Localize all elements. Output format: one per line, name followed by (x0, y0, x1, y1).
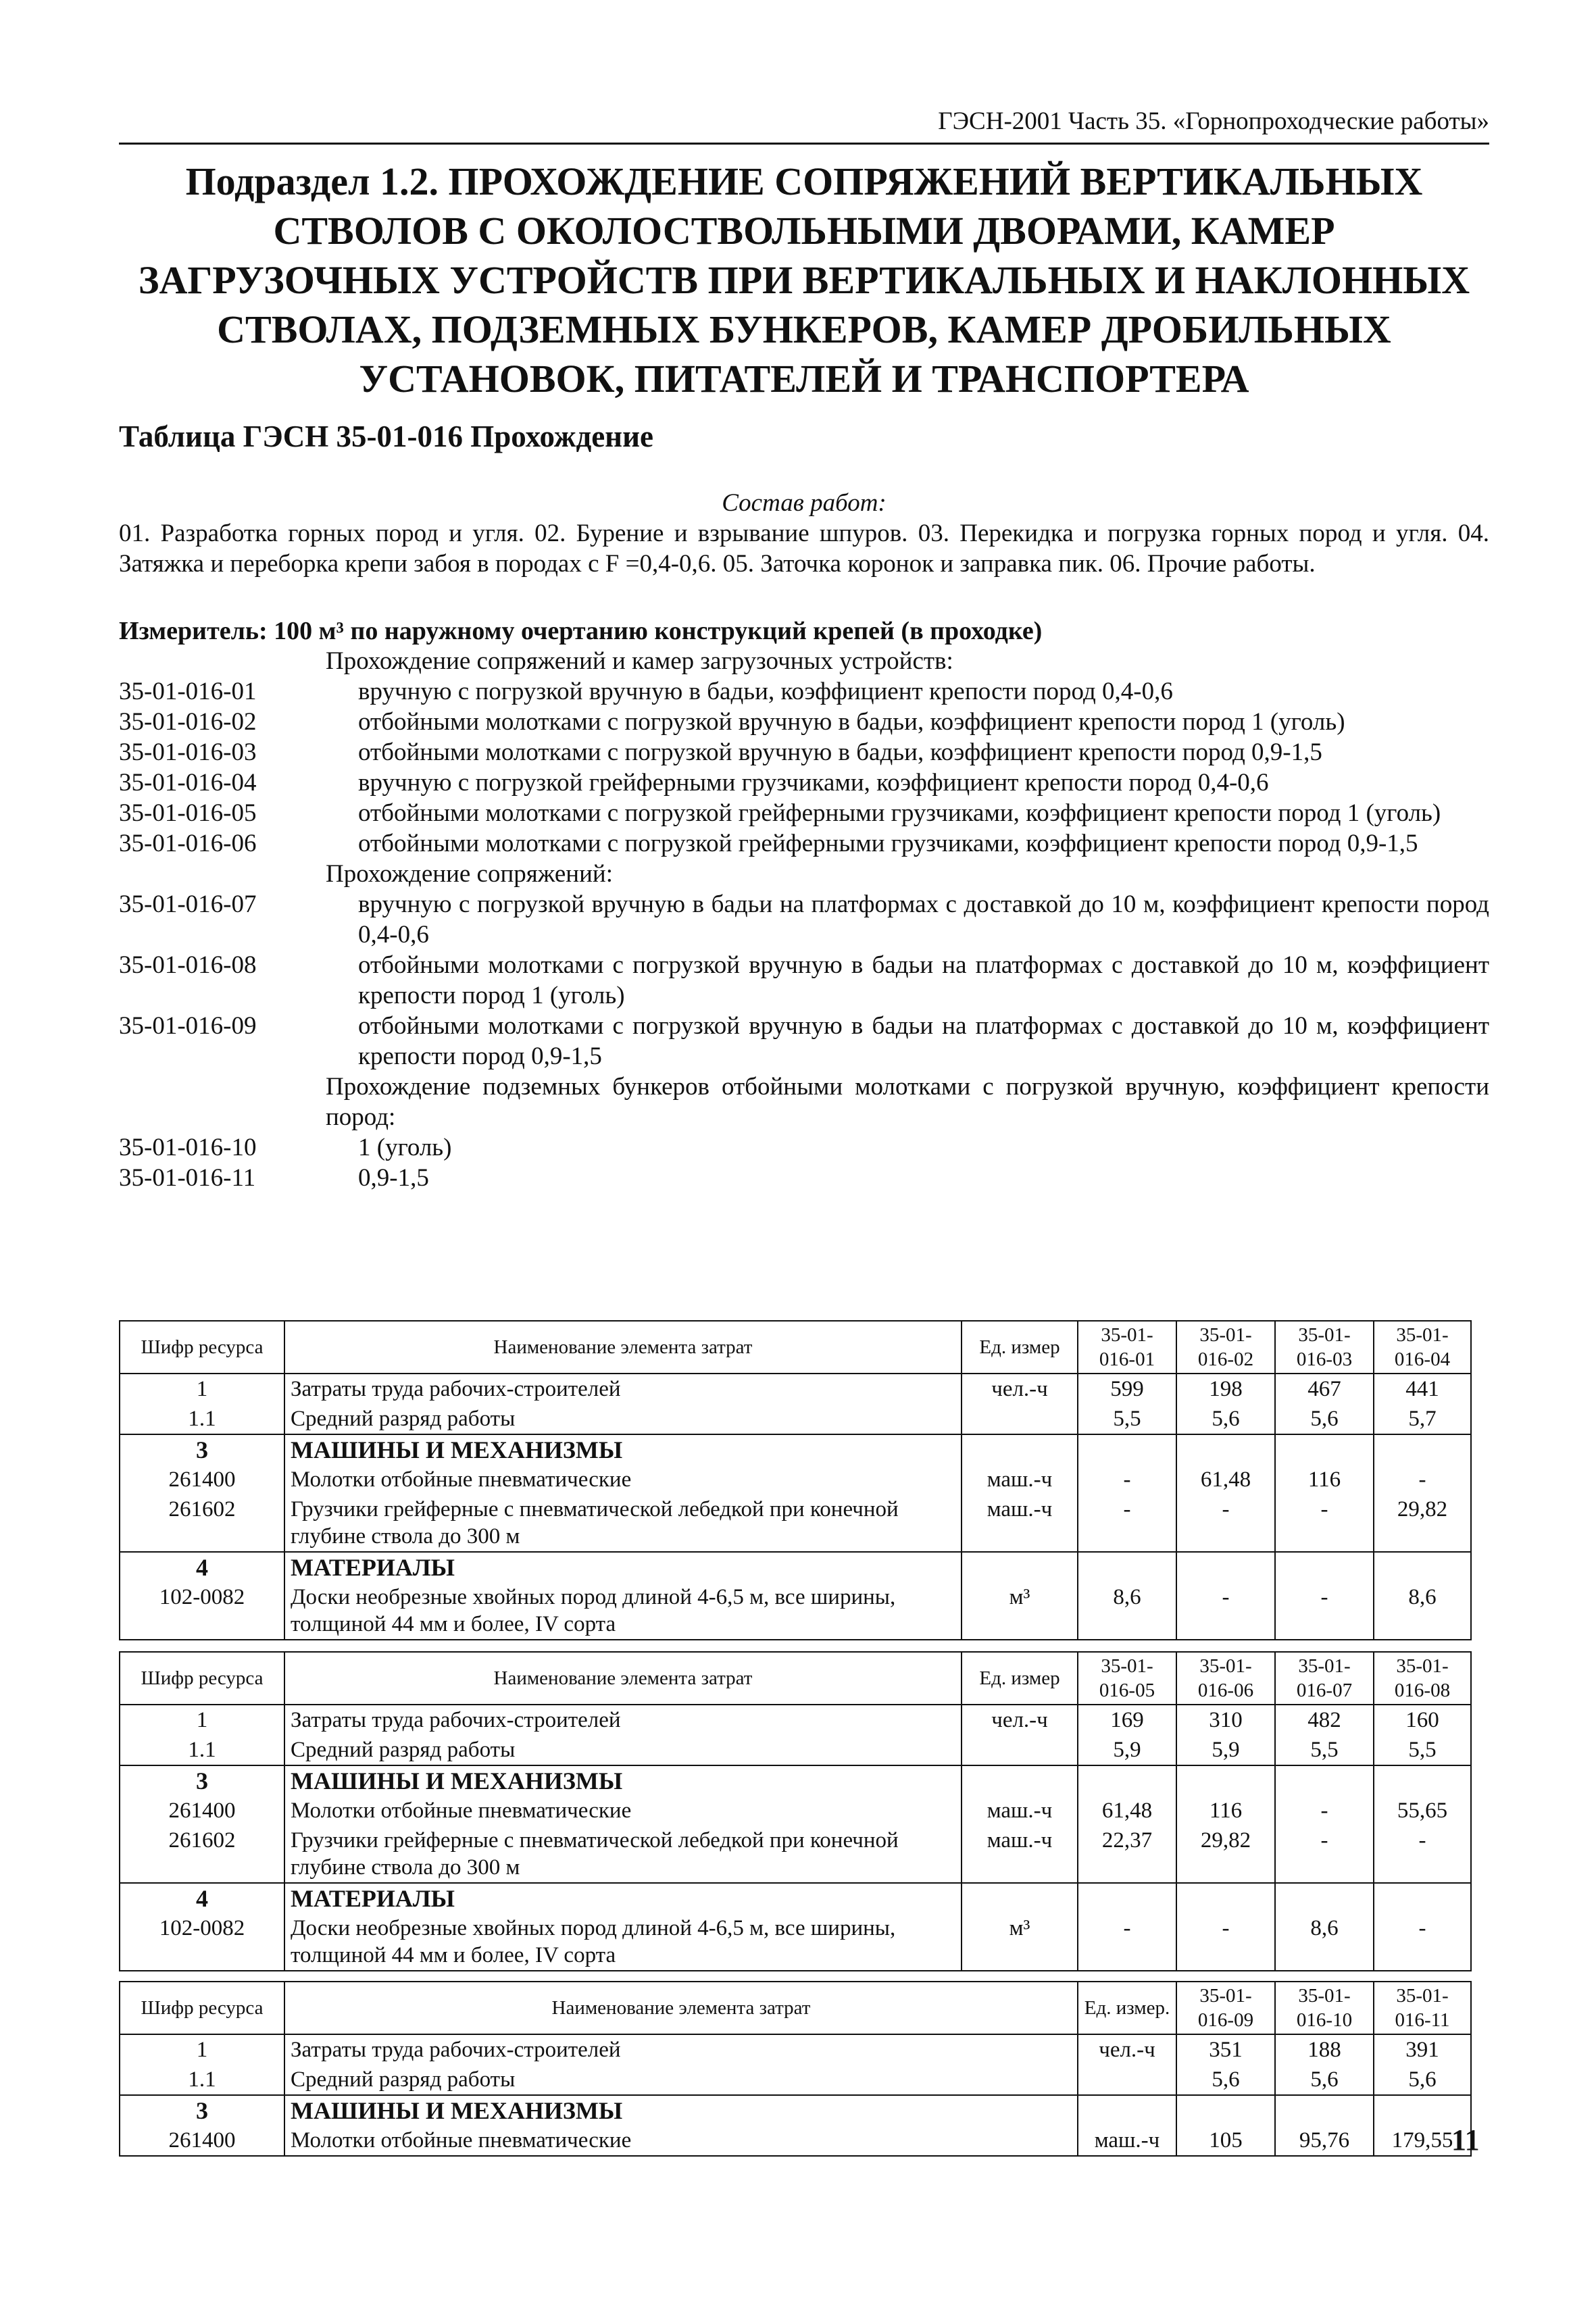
table-row (120, 1735, 1471, 1765)
cell-value: 160 (1374, 1705, 1471, 1735)
table-row (120, 2126, 1471, 2156)
norm-description: 0,9-1,5 (358, 1164, 429, 1192)
cell-cipher: 261400 (120, 2126, 284, 2156)
cell-value: 482 (1275, 1705, 1374, 1735)
title-line: Подраздел 1.2. ПРОХОЖДЕНИЕ СОПРЯЖЕНИЙ ВЕРТИКАЛЬНЫХ (185, 159, 1423, 203)
cell-value (1176, 2095, 1275, 2126)
header-code: 35-01-016-04 (1374, 1321, 1471, 1374)
cell-value (1078, 1883, 1176, 1913)
measure-value: 100 м³ по наружному очертанию конструкций крепей (в проходке) (274, 617, 1043, 645)
header-name: Наименование элемента затрат (284, 1652, 962, 1705)
cell-value: 198 (1176, 1374, 1275, 1404)
cell-value: 116 (1176, 1796, 1275, 1826)
cell-cipher: 1.1 (120, 1404, 284, 1434)
table-row (120, 1705, 1471, 1735)
header-row (120, 1321, 1471, 1374)
cell-name: Молотки отбойные пневматические (284, 1796, 962, 1826)
header-row (120, 1652, 1471, 1705)
cell-value (1374, 1883, 1471, 1913)
cell-unit: чел.-ч (962, 1705, 1078, 1735)
cell-unit: маш.-ч (962, 1796, 1078, 1826)
header-row (120, 1982, 1471, 2034)
header-cipher: Шифр ресурса (120, 1321, 284, 1374)
norm-code-list (119, 646, 1489, 1193)
cell-unit (962, 1735, 1078, 1765)
code-row (119, 707, 1489, 737)
cell-name: МАШИНЫ И МЕХАНИЗМЫ (284, 1434, 962, 1465)
resource-table-3 (119, 1981, 1472, 2157)
norm-code: 35-01-016-01 (119, 678, 257, 705)
table-row (120, 1404, 1471, 1434)
cell-value: 310 (1176, 1705, 1275, 1735)
code-row (119, 798, 1489, 828)
code-row (119, 950, 1489, 1011)
norm-code: 35-01-016-08 (119, 951, 257, 979)
cell-cipher: 3 (120, 1765, 284, 1796)
header-code: 35-01-016-10 (1275, 1982, 1374, 2034)
header-code: 35-01-016-11 (1374, 1982, 1471, 2034)
group-heading: Прохождение сопряжений: (326, 860, 613, 888)
table-row (120, 2065, 1471, 2095)
cell-value: - (1374, 1465, 1471, 1494)
resource-table-1 (119, 1320, 1472, 1640)
cell-value: 188 (1275, 2034, 1374, 2065)
cell-unit (962, 1883, 1078, 1913)
cell-value: - (1176, 1582, 1275, 1640)
header-cipher: Шифр ресурса (120, 1982, 284, 2034)
code-row (119, 768, 1489, 798)
table-row (120, 1796, 1471, 1826)
cell-value: - (1275, 1826, 1374, 1883)
cell-unit (962, 1434, 1078, 1465)
cell-value (1374, 1765, 1471, 1796)
cell-name: Доски необрезные хвойных пород длиной 4-6,5 м, все ширины, толщиной 44 мм и более, IV сорта (284, 1913, 962, 1971)
cell-value (1275, 1434, 1374, 1465)
cell-name: Молотки отбойные пневматические (284, 1465, 962, 1494)
table-row (120, 2034, 1471, 2065)
header-unit: Ед. измер (962, 1321, 1078, 1374)
header-code: 35-01-016-06 (1176, 1652, 1275, 1705)
table-row (120, 1883, 1471, 1913)
header-name: Наименование элемента затрат (284, 1321, 962, 1374)
cell-name: МАТЕРИАЛЫ (284, 1552, 962, 1582)
cell-value: 5,6 (1176, 2065, 1275, 2095)
cell-value (1374, 2095, 1471, 2126)
norm-code: 35-01-016-11 (119, 1164, 256, 1192)
cell-value: 5,5 (1374, 1735, 1471, 1765)
cell-value: 61,48 (1078, 1796, 1176, 1826)
cell-name: МАШИНЫ И МЕХАНИЗМЫ (284, 2095, 1078, 2126)
cell-value (1176, 1552, 1275, 1582)
cell-value: 61,48 (1176, 1465, 1275, 1494)
norm-code: 35-01-016-07 (119, 890, 257, 918)
norm-description: вручную с погрузкой вручную в бадьи на платформах с доставкой до 10 м, коэффициент крепости пород 0,4-0,6 (358, 890, 1489, 949)
cell-name: Грузчики грейферные с пневматической лебедкой при конечной глубине ствола до 300 м (284, 1826, 962, 1883)
norm-code: 35-01-016-06 (119, 830, 257, 857)
cell-value: 599 (1078, 1374, 1176, 1404)
header-unit: Ед. измер. (1078, 1982, 1176, 2034)
cell-value: 5,9 (1176, 1735, 1275, 1765)
cell-cipher: 1.1 (120, 2065, 284, 2095)
resource-table-2 (119, 1651, 1472, 1971)
cell-name: Затраты труда рабочих-строителей (284, 2034, 1078, 2065)
header-name: Наименование элемента затрат (284, 1982, 1078, 2034)
work-composition (119, 488, 1489, 579)
cell-name: МАШИНЫ И МЕХАНИЗМЫ (284, 1765, 962, 1796)
cell-value (1078, 1552, 1176, 1582)
norm-description: отбойными молотками с погрузкой грейферными грузчиками, коэффициент крепости пород 0,9-1,5 (358, 830, 1418, 857)
header-code: 35-01-016-08 (1374, 1652, 1471, 1705)
cell-cipher: 261602 (120, 1826, 284, 1883)
measure-label: Измеритель: (119, 617, 268, 645)
norm-code: 35-01-016-03 (119, 738, 257, 766)
running-head: ГЭСН-2001 Часть 35. «Горнопроходческие работы» (119, 107, 1489, 145)
cell-unit: чел.-ч (1078, 2034, 1176, 2065)
composition-text: 01. Разработка горных пород и угля. 02. Бурение и взрывание шпуров. 03. Перекидка и погрузка горных пород и угля. 04. Затяжка и переборка крепи забоя в породах с F =0,4-0,6. 05. Заточка коронок и заправка пик. 06. Прочие работы. (119, 520, 1489, 578)
cell-name: Затраты труда рабочих-строителей (284, 1374, 962, 1404)
cell-unit: чел.-ч (962, 1374, 1078, 1404)
cell-cipher: 1 (120, 2034, 284, 2065)
cell-name: Молотки отбойные пневматические (284, 2126, 1078, 2156)
norm-description: 1 (уголь) (358, 1134, 452, 1161)
cell-value: 169 (1078, 1705, 1176, 1735)
norm-code: 35-01-016-04 (119, 769, 257, 797)
code-row (119, 1132, 1489, 1163)
group-heading: Прохождение подземных бункеров отбойными молотками с погрузкой вручную, коэффициент крепости пород: (326, 1073, 1489, 1131)
norm-code: 35-01-016-09 (119, 1012, 257, 1040)
table-row (120, 1826, 1471, 1883)
table-row (120, 1494, 1471, 1552)
cell-value: 391 (1374, 2034, 1471, 2065)
cell-value: - (1275, 1582, 1374, 1640)
cell-name: Грузчики грейферные с пневматической лебедкой при конечной глубине ствола до 300 м (284, 1494, 962, 1552)
norm-description: отбойными молотками с погрузкой вручную в бадьи, коэффициент крепости пород 1 (уголь) (358, 708, 1345, 736)
table-row (120, 1913, 1471, 1971)
cell-value: 5,9 (1078, 1735, 1176, 1765)
cell-value: 5,6 (1275, 2065, 1374, 2095)
norm-description: отбойными молотками с погрузкой вручную в бадьи на платформах с доставкой до 10 м, коэффициент крепости пород 1 (уголь) (358, 951, 1489, 1009)
cell-value: 8,6 (1275, 1913, 1374, 1971)
cell-value: 5,6 (1275, 1404, 1374, 1434)
title-line: УСТАНОВОК, ПИТАТЕЛЕЙ И ТРАНСПОРТЕРА (359, 357, 1249, 401)
code-row (119, 889, 1489, 950)
cell-unit (1078, 2095, 1176, 2126)
table-row (120, 1765, 1471, 1796)
cell-value: 95,76 (1275, 2126, 1374, 2156)
cell-value (1078, 1434, 1176, 1465)
cell-value: 5,7 (1374, 1404, 1471, 1434)
cell-cipher: 261400 (120, 1796, 284, 1826)
table-row (120, 1434, 1471, 1465)
cell-value: - (1176, 1494, 1275, 1552)
cell-value: - (1374, 1913, 1471, 1971)
cell-cipher: 4 (120, 1883, 284, 1913)
cell-value: - (1275, 1494, 1374, 1552)
cell-value (1176, 1883, 1275, 1913)
header-code: 35-01-016-07 (1275, 1652, 1374, 1705)
cell-value (1275, 2095, 1374, 2126)
norm-description: отбойными молотками с погрузкой вручную в бадьи на платформах с доставкой до 10 м, коэффициент крепости пород 0,9-1,5 (358, 1012, 1489, 1070)
code-row (119, 1163, 1489, 1193)
header-code: 35-01-016-03 (1275, 1321, 1374, 1374)
code-row (119, 1011, 1489, 1072)
header-code: 35-01-016-02 (1176, 1321, 1275, 1374)
cell-value: - (1078, 1465, 1176, 1494)
cell-cipher: 261602 (120, 1494, 284, 1552)
cell-cipher: 1 (120, 1705, 284, 1735)
cell-value: 467 (1275, 1374, 1374, 1404)
cell-value: 5,5 (1275, 1735, 1374, 1765)
header-code: 35-01-016-09 (1176, 1982, 1275, 2034)
cell-value: - (1176, 1913, 1275, 1971)
cell-cipher: 3 (120, 2095, 284, 2126)
norm-description: вручную с погрузкой вручную в бадьи, коэффициент крепости пород 0,4-0,6 (358, 678, 1173, 705)
cell-value: 29,82 (1374, 1494, 1471, 1552)
code-row (119, 676, 1489, 707)
cell-name: Средний разряд работы (284, 1735, 962, 1765)
cell-value: 5,6 (1374, 2065, 1471, 2095)
header-cipher: Шифр ресурса (120, 1652, 284, 1705)
title-line: СТВОЛОВ С ОКОЛОСТВОЛЬНЫМИ ДВОРАМИ, КАМЕР (273, 209, 1335, 253)
cell-value (1374, 1434, 1471, 1465)
cell-unit: маш.-ч (962, 1494, 1078, 1552)
cell-value: 8,6 (1078, 1582, 1176, 1640)
table-row (120, 1374, 1471, 1404)
title-line: ЗАГРУЗОЧНЫХ УСТРОЙСТВ ПРИ ВЕРТИКАЛЬНЫХ И НАКЛОННЫХ (138, 258, 1470, 302)
cell-value: - (1078, 1913, 1176, 1971)
cell-unit (962, 1765, 1078, 1796)
cell-value: 351 (1176, 2034, 1275, 2065)
cell-unit: маш.-ч (1078, 2126, 1176, 2156)
cell-unit: м³ (962, 1913, 1078, 1971)
section-title (119, 157, 1489, 403)
norm-code: 35-01-016-10 (119, 1134, 257, 1161)
cell-unit (1078, 2065, 1176, 2095)
table-row (120, 2095, 1471, 2126)
table-row (120, 1582, 1471, 1640)
cell-value (1275, 1883, 1374, 1913)
cell-value: 8,6 (1374, 1582, 1471, 1640)
table-row (120, 1552, 1471, 1582)
header-code: 35-01-016-05 (1078, 1652, 1176, 1705)
norm-description: отбойными молотками с погрузкой грейферными грузчиками, коэффициент крепости пород 1 (уголь) (358, 799, 1441, 827)
cell-unit (962, 1552, 1078, 1582)
code-row (119, 737, 1489, 768)
norm-code: 35-01-016-05 (119, 799, 257, 827)
cell-name: МАТЕРИАЛЫ (284, 1883, 962, 1913)
norm-description: вручную с погрузкой грейферными грузчиками, коэффициент крепости пород 0,4-0,6 (358, 769, 1269, 797)
cell-unit: маш.-ч (962, 1465, 1078, 1494)
cell-value: - (1275, 1796, 1374, 1826)
composition-caption: Состав работ: (722, 489, 887, 517)
cell-value (1374, 1552, 1471, 1582)
cell-value (1078, 1765, 1176, 1796)
cell-value: 441 (1374, 1374, 1471, 1404)
cell-value: - (1078, 1494, 1176, 1552)
cell-value: 179,55 (1374, 2126, 1471, 2156)
header-code: 35-01-016-01 (1078, 1321, 1176, 1374)
cell-unit: м³ (962, 1582, 1078, 1640)
group-heading: Прохождение сопряжений и камер загрузочных устройств: (326, 647, 953, 675)
cell-value: 105 (1176, 2126, 1275, 2156)
cell-value (1176, 1434, 1275, 1465)
cell-value: 5,6 (1176, 1404, 1275, 1434)
cell-unit (962, 1404, 1078, 1434)
cell-unit: маш.-ч (962, 1826, 1078, 1883)
cell-name: Затраты труда рабочих-строителей (284, 1705, 962, 1735)
cell-cipher: 1 (120, 1374, 284, 1404)
table-row (120, 1465, 1471, 1494)
code-row (119, 828, 1489, 859)
cell-value (1275, 1765, 1374, 1796)
cell-value (1176, 1765, 1275, 1796)
norm-description: отбойными молотками с погрузкой вручную в бадьи, коэффициент крепости пород 0,9-1,5 (358, 738, 1322, 766)
cell-value: 29,82 (1176, 1826, 1275, 1883)
cell-value: 55,65 (1374, 1796, 1471, 1826)
cell-cipher: 4 (120, 1552, 284, 1582)
header-unit: Ед. измер (962, 1652, 1078, 1705)
cell-value (1275, 1552, 1374, 1582)
cell-cipher: 102-0082 (120, 1913, 284, 1971)
cell-value: - (1374, 1826, 1471, 1883)
cell-value: 5,5 (1078, 1404, 1176, 1434)
cell-cipher: 102-0082 (120, 1582, 284, 1640)
cell-cipher: 261400 (120, 1465, 284, 1494)
cell-value: 116 (1275, 1465, 1374, 1494)
norm-code: 35-01-016-02 (119, 708, 257, 736)
cell-value: 22,37 (1078, 1826, 1176, 1883)
cell-cipher: 3 (120, 1434, 284, 1465)
cell-name: Средний разряд работы (284, 2065, 1078, 2095)
cell-cipher: 1.1 (120, 1735, 284, 1765)
title-line: СТВОЛАХ, ПОДЗЕМНЫХ БУНКЕРОВ, КАМЕР ДРОБИЛЬНЫХ (217, 307, 1391, 351)
cell-name: Средний разряд работы (284, 1404, 962, 1434)
cell-name: Доски необрезные хвойных пород длиной 4-6,5 м, все ширины, толщиной 44 мм и более, IV сорта (284, 1582, 962, 1640)
table-title: Таблица ГЭСН 35-01-016 Прохождение (119, 420, 654, 453)
page-number: 11 (1451, 2123, 1480, 2157)
measure-unit (119, 616, 1489, 647)
